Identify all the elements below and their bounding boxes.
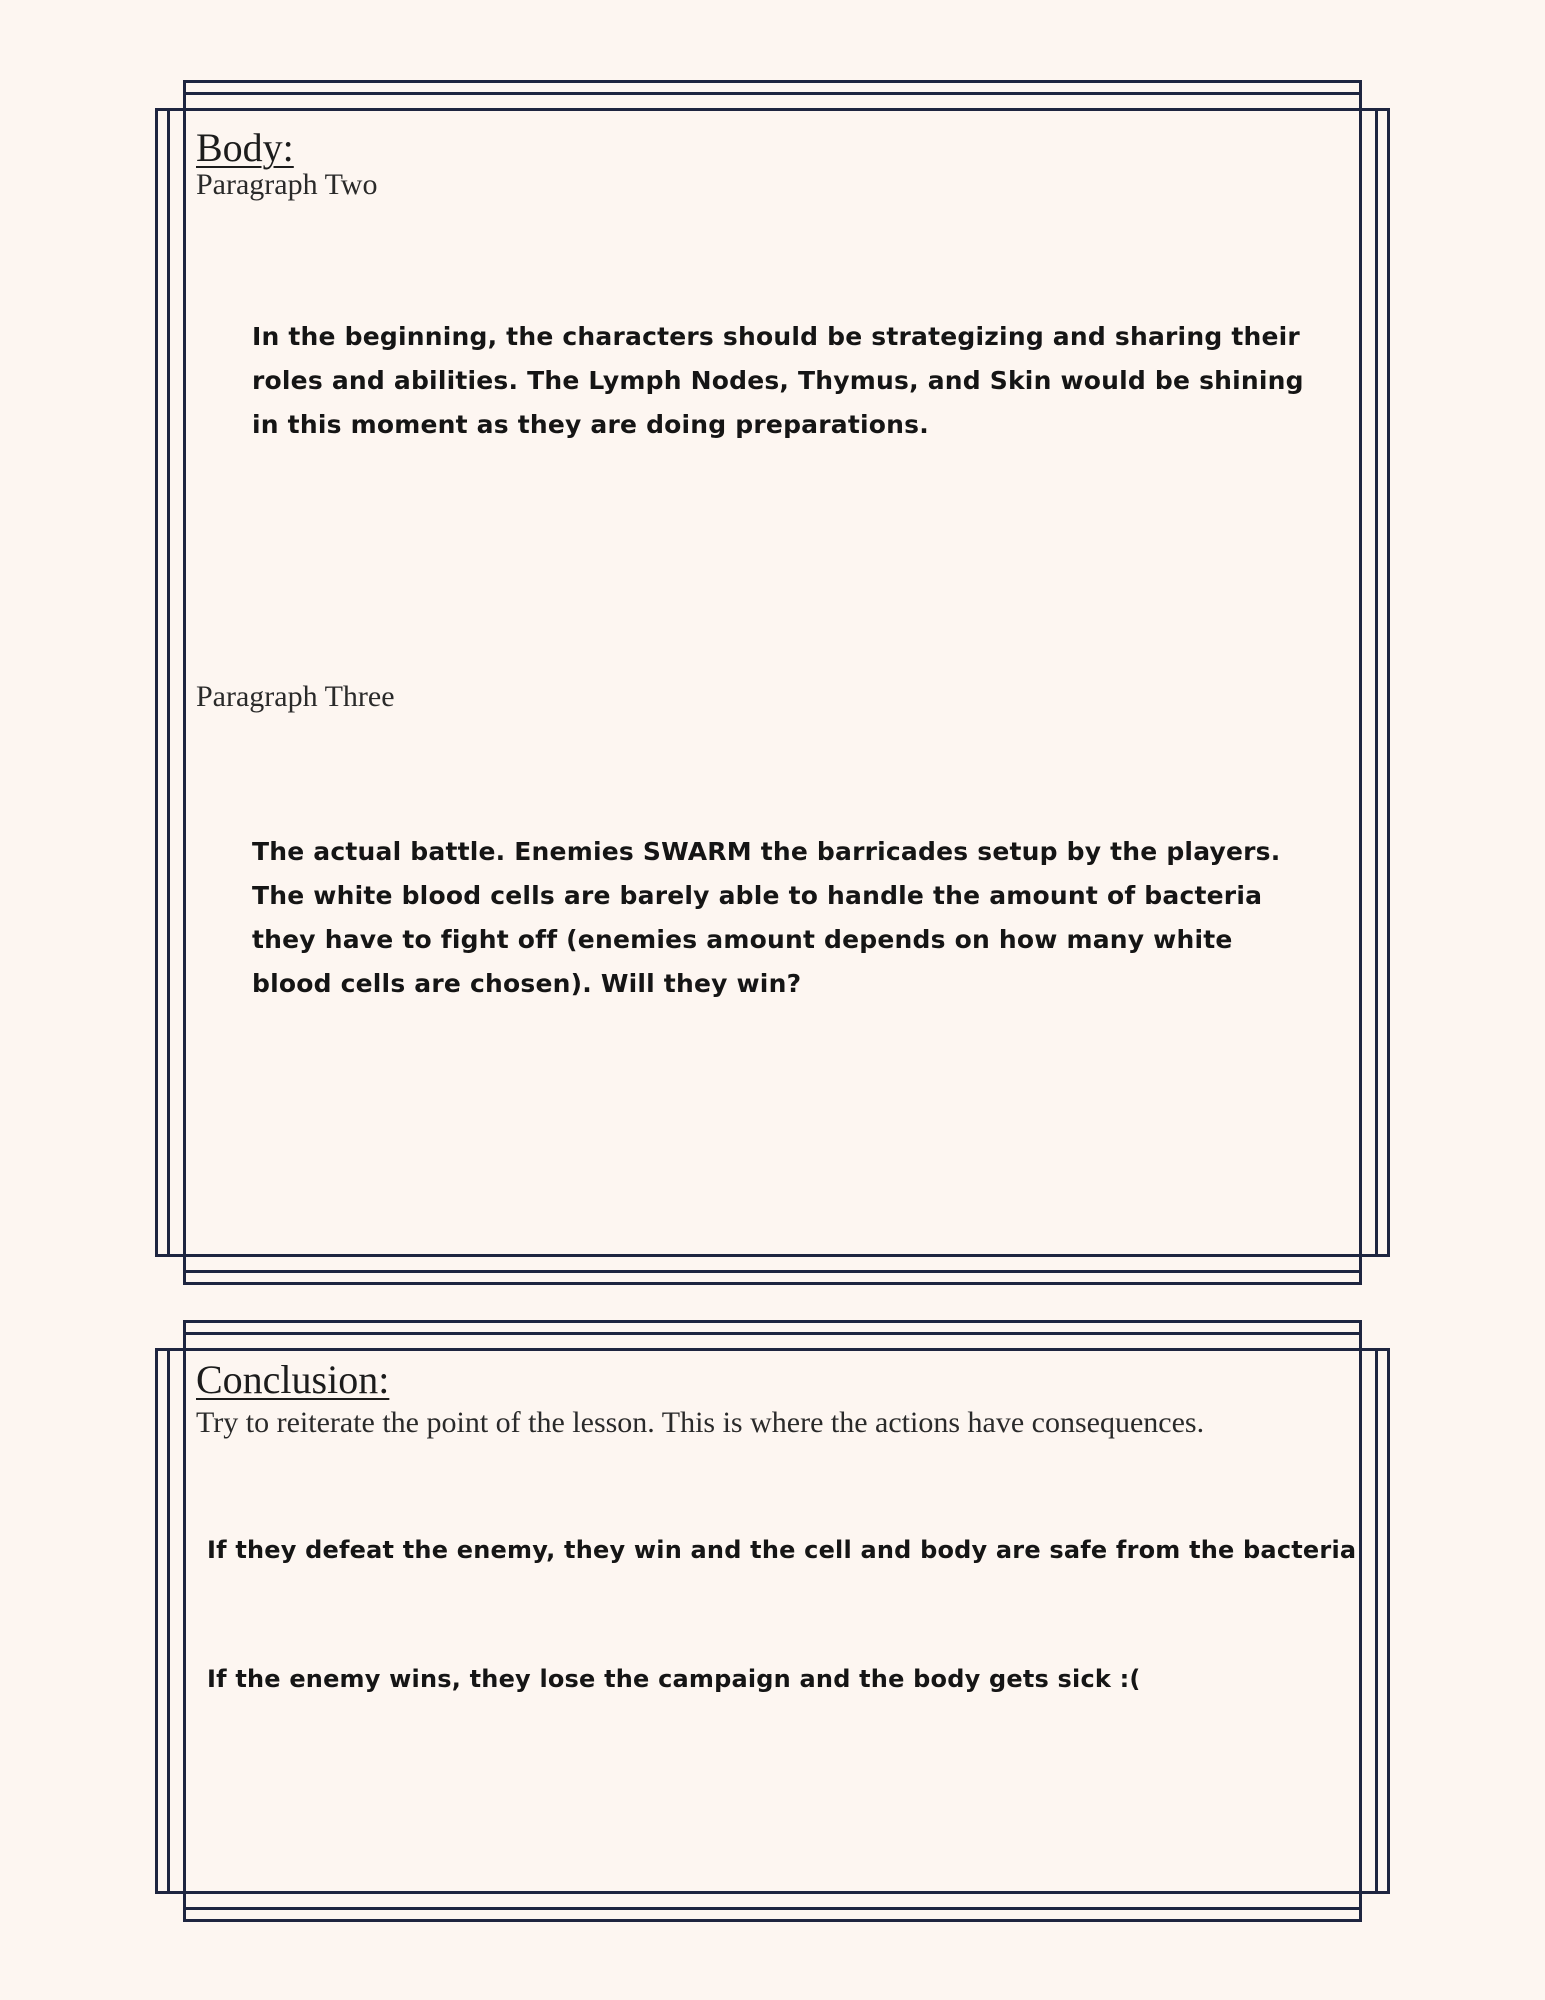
conclusion-instruction: Try to reiterate the point of the lesson. This is where the actions have consequences. <box>196 1406 1205 1439</box>
paragraph-three-label: Paragraph Three <box>196 680 395 713</box>
conclusion-heading: Conclusion: <box>196 1357 390 1402</box>
paragraph-two-label: Paragraph Two <box>196 168 378 201</box>
paragraph-three-text: The actual battle. Enemies SWARM the barricades setup by the players. The white blood cells are barely able to handle the amount of bacteria they have to fight off (enemies amount depends on how many white blood cells are chosen). Will they win? <box>252 837 1281 998</box>
paragraph-two-text: In the beginning, the characters should be strategizing and sharing their roles and abilities. The Lymph Nodes, Thymus, and Skin would be shining in this moment as they are doing preparations. <box>252 322 1304 439</box>
outcome-lose-text: If the enemy wins, they lose the campaign and the body gets sick :( <box>207 1665 1141 1693</box>
outcome-win-text: If they defeat the enemy, they win and the cell and body are safe from the bacteria <box>207 1536 1357 1564</box>
body-heading: Body: <box>196 125 294 170</box>
